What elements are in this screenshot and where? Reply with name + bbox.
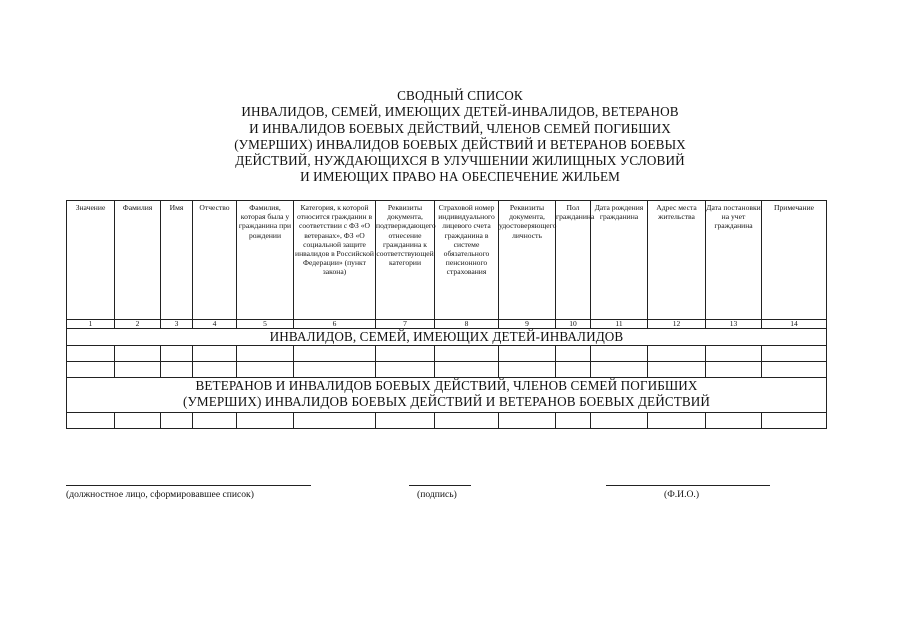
signature-line xyxy=(409,485,471,486)
official-signature-line xyxy=(66,485,311,486)
table-cell[interactable] xyxy=(556,362,591,378)
title-line: СВОДНЫЙ СПИСОК xyxy=(397,88,523,103)
table-cell[interactable] xyxy=(67,413,115,429)
column-header: Пол гражданина xyxy=(556,201,591,320)
title-line: (УМЕРШИХ) ИНВАЛИДОВ БОЕВЫХ ДЕЙСТВИЙ И ВЕТЕРАНОВ БОЕВЫХ xyxy=(234,136,686,152)
table-cell[interactable] xyxy=(294,413,376,429)
table-cell[interactable] xyxy=(762,346,827,362)
section-heading xyxy=(67,378,827,413)
table-cell[interactable] xyxy=(193,413,237,429)
column-header: Примечание xyxy=(762,201,827,320)
name-label: (Ф.И.О.) xyxy=(664,489,700,500)
column-number: 1 xyxy=(67,320,115,329)
table-row xyxy=(67,413,827,429)
table-row xyxy=(67,346,827,362)
column-number: 11 xyxy=(591,320,648,329)
column-header: Реквизиты документа, удостоверяющего личность xyxy=(499,201,556,320)
column-header: Адрес места жительства xyxy=(648,201,706,320)
table-cell[interactable] xyxy=(435,413,499,429)
table-cell[interactable] xyxy=(706,362,762,378)
table-cell[interactable] xyxy=(648,346,706,362)
column-number: 12 xyxy=(648,320,706,329)
column-number: 13 xyxy=(706,320,762,329)
table-cell[interactable] xyxy=(237,346,294,362)
column-number: 10 xyxy=(556,320,591,329)
table-cell[interactable] xyxy=(237,362,294,378)
table-cell[interactable] xyxy=(762,413,827,429)
summary-list-table xyxy=(66,200,827,429)
table-cell[interactable] xyxy=(556,346,591,362)
table-cell[interactable] xyxy=(591,362,648,378)
column-header: Значение xyxy=(67,201,115,320)
table-cell[interactable] xyxy=(237,413,294,429)
column-header: Дата постановки на учет гражданина xyxy=(706,201,762,320)
table-cell[interactable] xyxy=(161,362,193,378)
table-cell[interactable] xyxy=(115,413,161,429)
table-cell[interactable] xyxy=(193,346,237,362)
table-cell[interactable] xyxy=(706,346,762,362)
column-header: Отчество xyxy=(193,201,237,320)
table-cell[interactable] xyxy=(161,413,193,429)
table-cell[interactable] xyxy=(67,362,115,378)
column-number: 8 xyxy=(435,320,499,329)
column-header: Фамилия xyxy=(115,201,161,320)
column-header: Фамилия, которая была у гражданина при рождении xyxy=(237,201,294,320)
title-line: ДЕЙСТВИЙ, НУЖДАЮЩИХСЯ В УЛУЧШЕНИИ ЖИЛИЩНЫХ УСЛОВИЙ xyxy=(235,153,685,169)
table-cell[interactable] xyxy=(193,362,237,378)
section-heading-line: (УМЕРШИХ) ИНВАЛИДОВ БОЕВЫХ ДЕЙСТВИЙ И ВЕТЕРАНОВ БОЕВЫХ ДЕЙСТВИЙ xyxy=(182,394,711,409)
column-number: 7 xyxy=(376,320,435,329)
table-cell[interactable] xyxy=(294,346,376,362)
column-number: 5 xyxy=(237,320,294,329)
table-cell[interactable] xyxy=(435,362,499,378)
official-label: (должностное лицо, сформировавшее список) xyxy=(66,489,254,500)
column-header: Реквизиты документа, подтверждающего отнесение гражданина к соответствующей категории xyxy=(376,201,435,320)
section-heading: ИНВАЛИДОВ, СЕМЕЙ, ИМЕЮЩИХ ДЕТЕЙ-ИНВАЛИДОВ xyxy=(67,329,827,346)
document-title xyxy=(140,88,780,186)
table-cell[interactable] xyxy=(706,413,762,429)
column-number: 9 xyxy=(499,320,556,329)
column-header: Страховой номер индивидуального лицевого счета гражданина в системе обязательного пенсионного страхования xyxy=(435,201,499,320)
table-cell[interactable] xyxy=(762,362,827,378)
table-cell[interactable] xyxy=(161,346,193,362)
section-heading-line: ВЕТЕРАНОВ И ИНВАЛИДОВ БОЕВЫХ ДЕЙСТВИЙ, ЧЛЕНОВ СЕМЕЙ ПОГИБШИХ xyxy=(195,378,698,393)
column-number: 6 xyxy=(294,320,376,329)
table-cell[interactable] xyxy=(648,413,706,429)
name-signature-line xyxy=(606,485,770,486)
title-line: ИНВАЛИДОВ, СЕМЕЙ, ИМЕЮЩИХ ДЕТЕЙ-ИНВАЛИДОВ, ВЕТЕРАНОВ xyxy=(241,104,679,120)
table-cell[interactable] xyxy=(294,362,376,378)
section-row-disabled xyxy=(67,329,827,346)
table-cell[interactable] xyxy=(67,346,115,362)
table-cell[interactable] xyxy=(648,362,706,378)
table-cell[interactable] xyxy=(499,346,556,362)
table-cell[interactable] xyxy=(435,346,499,362)
column-number: 2 xyxy=(115,320,161,329)
column-number-row xyxy=(67,320,827,329)
table-cell[interactable] xyxy=(115,362,161,378)
table-cell[interactable] xyxy=(591,346,648,362)
table-row xyxy=(67,362,827,378)
table-cell[interactable] xyxy=(591,413,648,429)
signature-label: (подпись) xyxy=(417,489,457,500)
title-line: И ИНВАЛИДОВ БОЕВЫХ ДЕЙСТВИЙ, ЧЛЕНОВ СЕМЕЙ ПОГИБШИХ xyxy=(249,120,671,136)
header-row xyxy=(67,201,827,320)
column-number: 3 xyxy=(161,320,193,329)
table-cell[interactable] xyxy=(499,413,556,429)
table-cell[interactable] xyxy=(376,346,435,362)
title-line: И ИМЕЮЩИХ ПРАВО НА ОБЕСПЕЧЕНИЕ ЖИЛЬЕМ xyxy=(300,169,620,185)
table-cell[interactable] xyxy=(499,362,556,378)
column-header: Дата рождения гражданина xyxy=(591,201,648,320)
table-cell[interactable] xyxy=(376,362,435,378)
column-number: 14 xyxy=(762,320,827,329)
section-row-veterans xyxy=(67,378,827,413)
column-number: 4 xyxy=(193,320,237,329)
column-header: Категория, к которой относится гражданин в соответствии с ФЗ «О ветеранах», ФЗ «О социальной защите инвалидов в Российской Федерации» (пункт закона) xyxy=(294,201,376,320)
table-cell[interactable] xyxy=(556,413,591,429)
table-cell[interactable] xyxy=(376,413,435,429)
column-header: Имя xyxy=(161,201,193,320)
table-cell[interactable] xyxy=(115,346,161,362)
